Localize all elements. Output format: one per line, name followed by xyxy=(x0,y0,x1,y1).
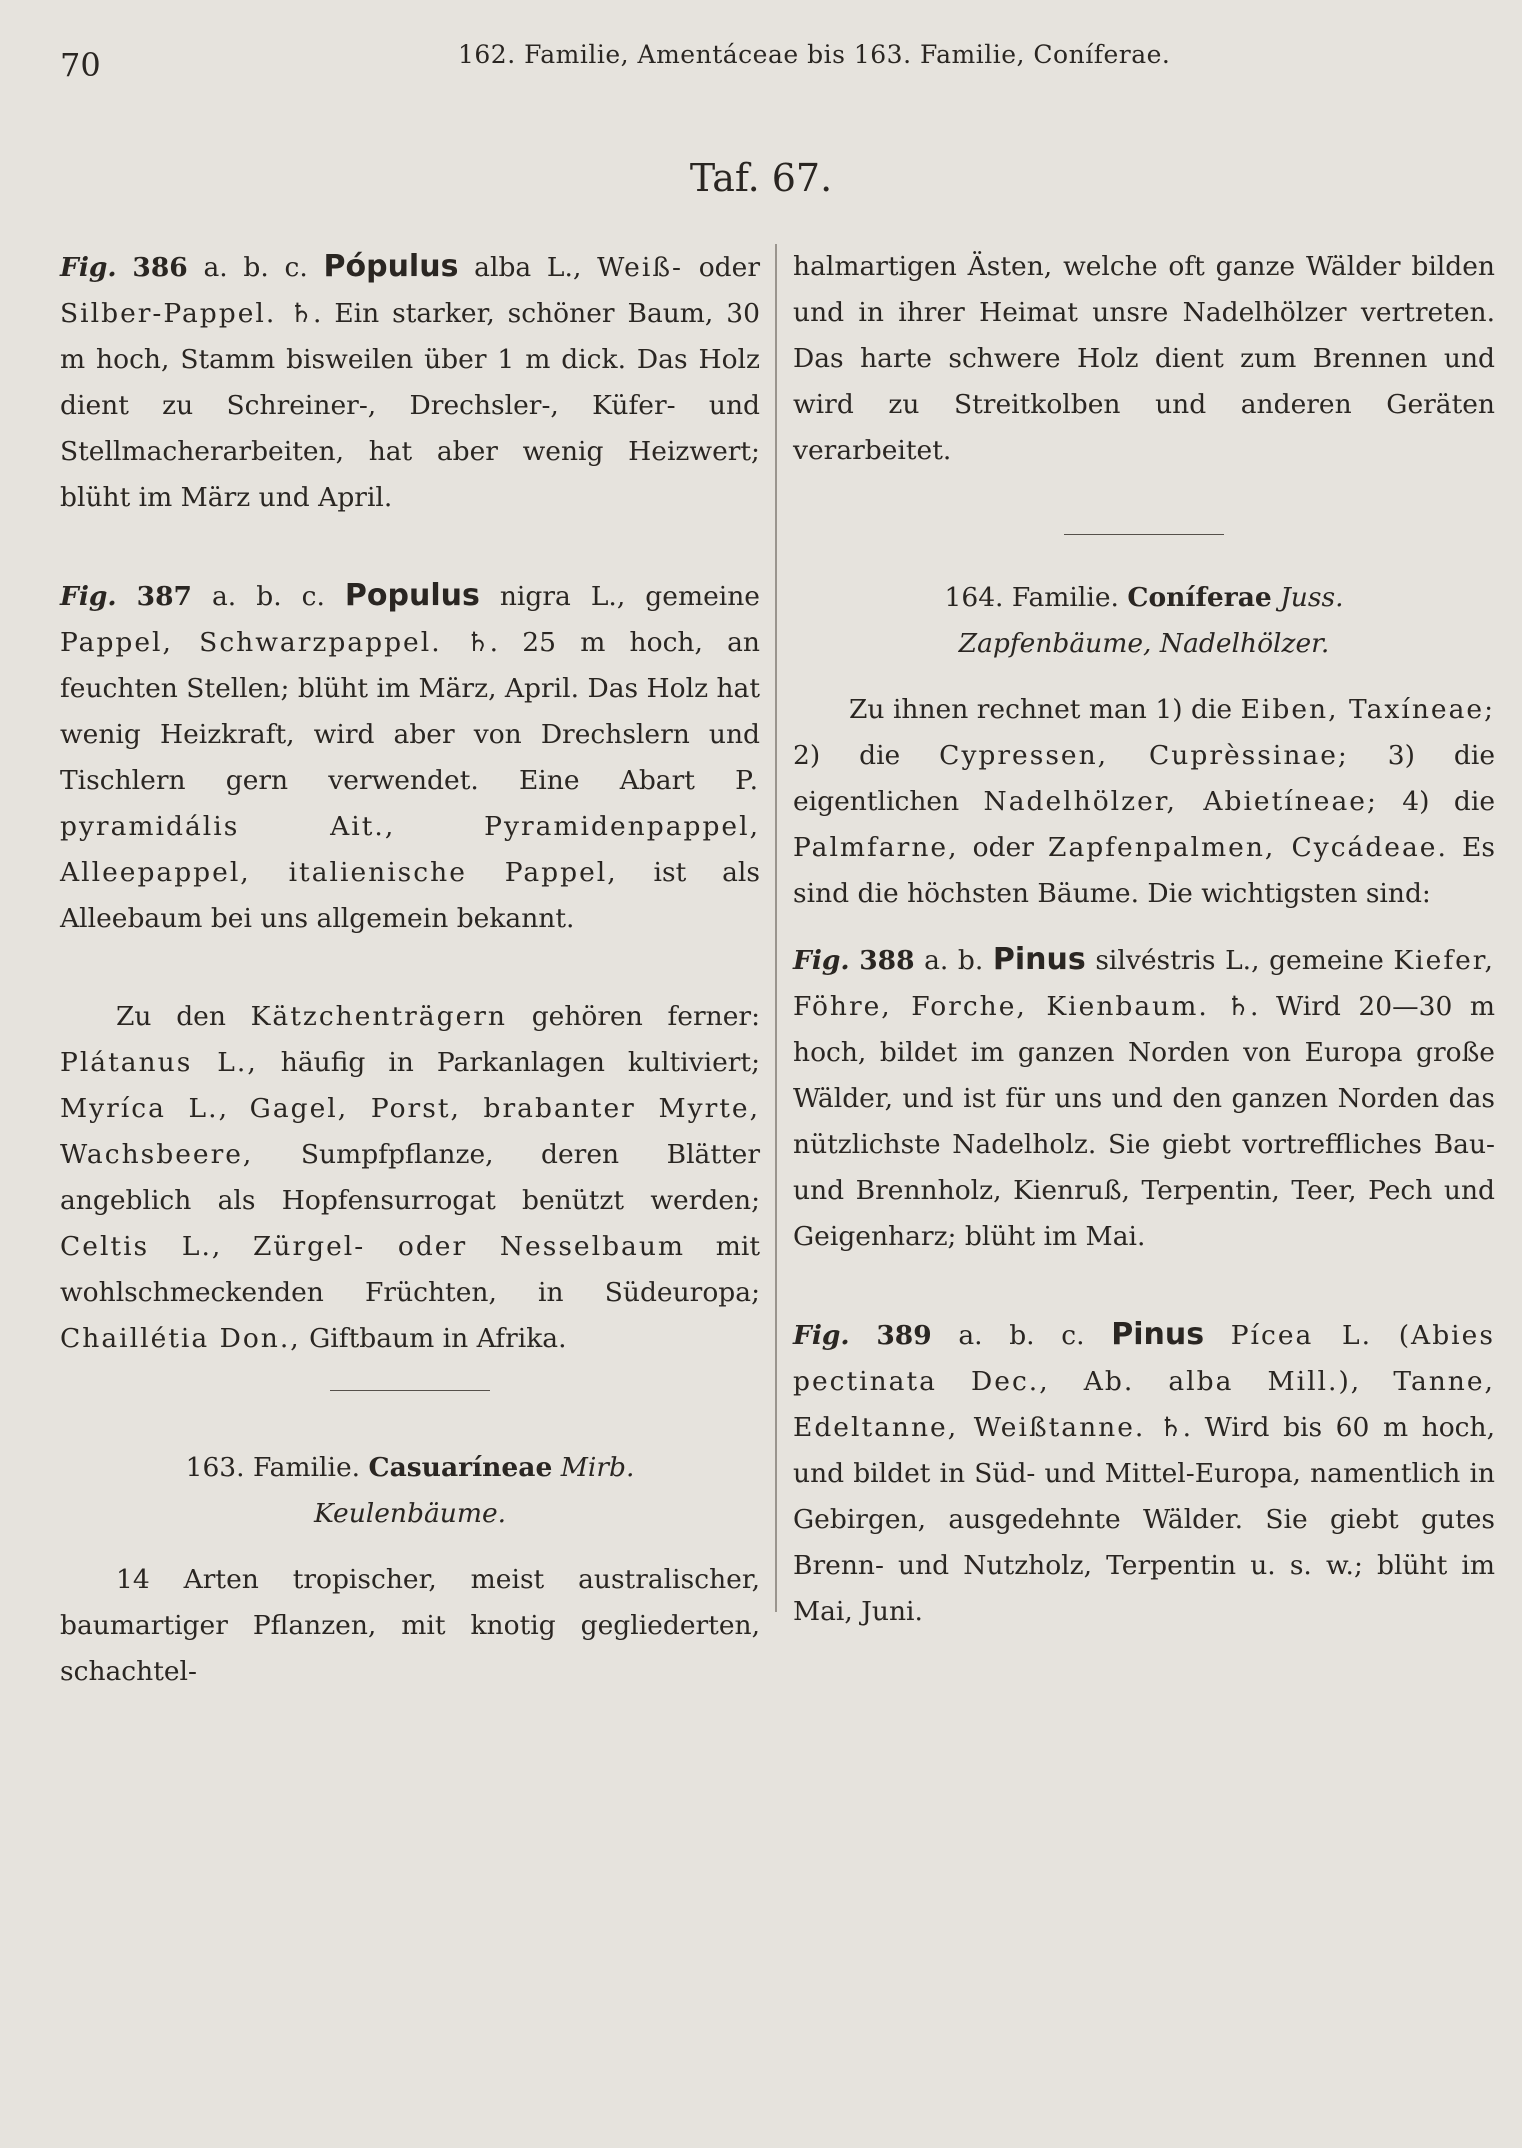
common-name: Palmfarne, xyxy=(793,832,959,863)
body-text: mit wohlschmeckenden Früchten, in Südeuropa; xyxy=(60,1231,760,1308)
common-name: Pyramidenpappel, Alleepappel, italienische Pappel, xyxy=(60,811,760,888)
latin-name: Celtis L., xyxy=(60,1231,223,1262)
family-description: 14 Arten tropischer, meist australischer, baumartiger Pflanzen, mit knotig gegliederten, schachtel- xyxy=(60,1564,760,1687)
body-text: Sumpfpflanze, deren Blätter angeblich als Hopfensurrogat benützt werden; xyxy=(60,1139,760,1216)
running-head: 162. Familie, Amentáceae bis 163. Familie, Coníferae. xyxy=(458,40,1171,69)
latin-name: Myríca L., xyxy=(60,1093,229,1124)
body-text: oder xyxy=(958,832,1049,863)
common-name: Gagel, Porst, brabanter Myrte, Wachsbeere, xyxy=(60,1093,760,1170)
body-text: häufig in Parkanlagen kultiviert; xyxy=(257,1047,761,1078)
common-name: Nadelhölzer, Abietíneae; xyxy=(983,786,1378,817)
common-name: Eiben, Taxíneae; xyxy=(1240,694,1495,725)
genus-name: Pinus xyxy=(992,942,1086,977)
entry-fig-389 xyxy=(793,1312,1495,1635)
common-name: Pappel, Schwarzpappel. xyxy=(60,627,442,658)
family-vernacular: Zapfenbäume, Nadelhölzer. xyxy=(958,628,1330,659)
body-text xyxy=(229,1093,250,1124)
family-heading-164 xyxy=(793,575,1495,621)
entry-fig-387 xyxy=(60,573,760,942)
plate-title: Taf. 67. xyxy=(689,156,833,200)
fig-label: Fig. xyxy=(793,1320,850,1351)
continuation-paragraph: halmartigen Ästen, welche oft ganze Wälder bilden und in ihrer Heimat unsre Nadelhölzer vertreten. Das harte schwere Holz dient zum Brennen und wird zu Streitkolben und anderen Geräten verarbeitet. xyxy=(793,251,1495,466)
fig-number: 389 xyxy=(876,1320,932,1351)
body-text: gemeine xyxy=(625,581,760,612)
body-text xyxy=(1361,1366,1393,1397)
fig-label: Fig. xyxy=(793,945,850,976)
body-text: Giftbaum in Afrika. xyxy=(300,1323,567,1354)
family-author: Juss. xyxy=(1280,582,1344,613)
species-name: nigra L., xyxy=(499,581,626,612)
family-number: 163. Familie. xyxy=(185,1452,361,1483)
body-text xyxy=(395,811,484,842)
common-name: Silber-Pappel. xyxy=(60,298,277,329)
body-text: ♄. 25 m hoch, an feuchten Stellen; blüht im März, April. Das Holz hat wenig Heizkraft, wird aber von Drechslern und Tischlern gern verwendet. Eine Abart xyxy=(60,627,760,796)
fig-parts: a. b. c. xyxy=(958,1320,1085,1351)
family-heading-163 xyxy=(60,1445,760,1491)
body-text: Es sind die höchsten Bäume. Die wichtigsten sind: xyxy=(793,832,1495,909)
family-author: Mirb. xyxy=(560,1452,635,1483)
body-text: ♄. Wird 20—30 m hoch, bildet im ganzen Norden von Europa große Wälder, und ist für uns und den ganzen Norden das nützlichste Nadelholz. Sie giebt vortreffliches Bau- und Brennholz, Kienruß, Terpentin, Teer, Pech und Geigenharz; blüht im Mai. xyxy=(793,991,1495,1252)
paragraph-misc xyxy=(60,994,760,1362)
body-text: ist als Alleebaum bei uns allgemein bekannt. xyxy=(60,857,760,934)
common-name: Kiefer, Föhre, Forche, Kienbaum. xyxy=(793,945,1495,1022)
genus-name: Pinus xyxy=(1111,1317,1205,1352)
page-number: 70 xyxy=(60,46,101,84)
entry-fig-388 xyxy=(793,937,1495,1260)
body-text: ♄. Wird bis 60 m hoch, und bildet in Süd- und Mittel-Europa, namentlich in Gebirgen, ausgedehnte Wälder. Sie giebt gutes Brenn- und Nutzholz, Terpentin u. s. w.; blüht im Mai, Juni. xyxy=(793,1412,1496,1627)
body-text: gehören ferner: xyxy=(507,1001,761,1032)
species-name: alba L., xyxy=(474,252,582,283)
genus-name: Populus xyxy=(344,578,480,613)
common-name: Weiß- xyxy=(597,252,683,283)
fig-number: 387 xyxy=(136,581,192,612)
body-text: 3) die eigentlichen xyxy=(793,740,1496,817)
column-divider xyxy=(775,244,777,1612)
fig-label: Fig. xyxy=(60,581,117,612)
fig-number: 386 xyxy=(132,252,188,283)
species-name: silvéstris L., xyxy=(1095,945,1260,976)
latin-name: (Abies pectinata Dec., Ab. alba Mill.), xyxy=(793,1320,1495,1397)
fig-parts: a. b. c. xyxy=(212,581,325,612)
common-name: Zürgel- oder Nesselbaum xyxy=(252,1231,686,1262)
body-text: 4) die xyxy=(1377,786,1496,817)
section-separator xyxy=(330,1390,490,1391)
genus-name: Pópulus xyxy=(323,249,459,284)
section-separator xyxy=(1064,534,1224,535)
body-text: Zu den xyxy=(116,1001,251,1032)
common-name: Cypressen, Cuprèssinae; xyxy=(939,740,1349,771)
family-description xyxy=(793,687,1495,917)
family-number: 164. Familie. xyxy=(944,582,1119,613)
body-text: 2) die xyxy=(793,740,940,771)
family-name: Casuaríneae xyxy=(368,1452,553,1483)
body-text: gemeine xyxy=(1259,945,1394,976)
fig-parts: a. b. xyxy=(924,945,984,976)
family-name: Coníferae xyxy=(1127,582,1272,613)
common-name: Zapfenpalmen, Cycádeae. xyxy=(1048,832,1448,863)
common-name: Kätzchenträgern xyxy=(250,1001,507,1032)
body-text xyxy=(222,1231,253,1262)
entry-fig-386 xyxy=(60,244,760,521)
family-vernacular: Keulenbäume. xyxy=(313,1498,507,1529)
body-text: oder xyxy=(683,252,760,283)
species-name: Pícea L. xyxy=(1230,1320,1373,1351)
latin-name: Chaillétia Don., xyxy=(60,1323,301,1354)
right-column xyxy=(793,244,1495,1687)
common-name: Tanne, Edeltanne, Weißtanne. xyxy=(793,1366,1495,1443)
fig-number: 388 xyxy=(859,945,915,976)
latin-name: P. pyramidális Ait., xyxy=(60,765,760,842)
fig-parts: a. b. c. xyxy=(203,252,308,283)
body-text: Zu ihnen rechnet man 1) die xyxy=(849,694,1241,725)
left-column xyxy=(60,244,760,1695)
fig-label: Fig. xyxy=(60,252,117,283)
latin-name: Plátanus L., xyxy=(60,1047,258,1078)
body-text: ♄. Ein starker, schöner Baum, 30 m hoch, Stamm bisweilen über 1 m dick. Das Holz dient zu Schreiner-, Drechsler-, Küfer- und Stellmacherarbeiten, hat aber wenig Heizwert; blüht im März und April. xyxy=(60,298,760,513)
